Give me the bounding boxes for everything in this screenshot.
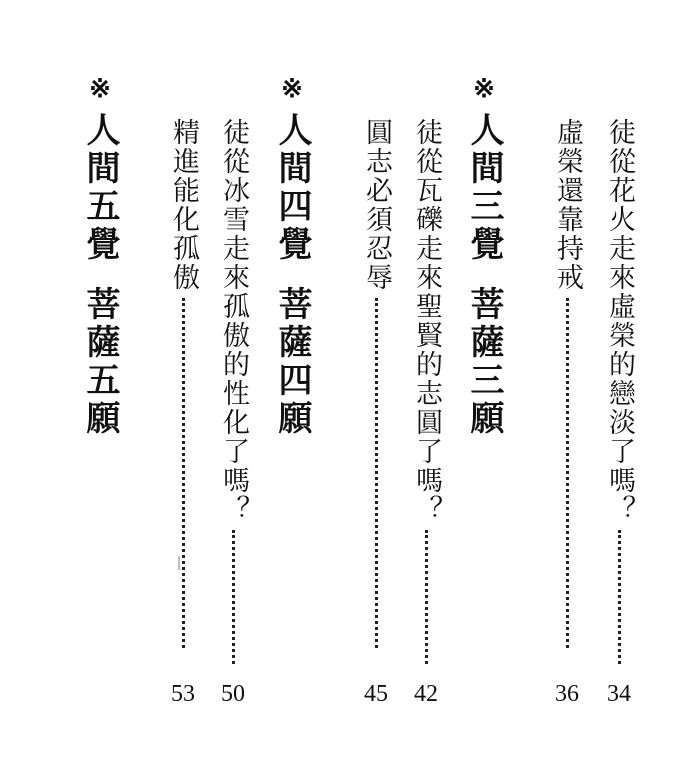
page-number: 42 [414,681,438,707]
section-title: 人間五覺菩薩五願 [80,112,120,438]
section-title: 人間三覺菩薩三願 [464,112,504,438]
reference-mark-icon: ※ [89,74,111,104]
page-number: 45 [364,681,388,707]
toc-entry-text: 徒從冰雪走來孤傲的性化了嗎？ [218,118,249,524]
toc-entry-1[interactable] [601,118,637,664]
toc-entry-text: 圓志必須忍辱 [361,118,392,292]
toc-entry-4[interactable] [358,118,394,648]
toc-entry-text: 精進能化孤傲 [168,118,199,292]
toc-entry-2[interactable] [549,118,585,648]
toc-entry-text: 徒從瓦礫走來聖賢的志圓了嗎？ [411,118,442,524]
toc-entry-text: 虛榮還靠持戒 [552,118,583,292]
dot-leader [182,298,185,648]
toc-entry-text: 徒從花火走來虛榮的戀淡了嗎？ [604,118,635,524]
page-number: 36 [555,681,579,707]
section-heading-5 [78,74,122,438]
section-heading-4 [270,74,314,438]
scan-mark [178,556,180,570]
dot-leader [232,530,235,664]
page-number: 53 [171,681,195,707]
page-number: 50 [221,681,245,707]
section-title: 人間四覺菩薩四願 [272,112,312,438]
dot-leader [375,298,378,648]
toc-entry-6[interactable] [165,118,201,648]
dot-leader [566,298,569,648]
section-heading-3 [462,74,506,438]
reference-mark-icon: ※ [473,74,495,104]
toc-entry-5[interactable] [215,118,251,664]
toc-entry-3[interactable] [408,118,444,664]
page-number: 34 [607,681,631,707]
reference-mark-icon: ※ [281,74,303,104]
dot-leader [425,530,428,664]
dot-leader [618,530,621,664]
